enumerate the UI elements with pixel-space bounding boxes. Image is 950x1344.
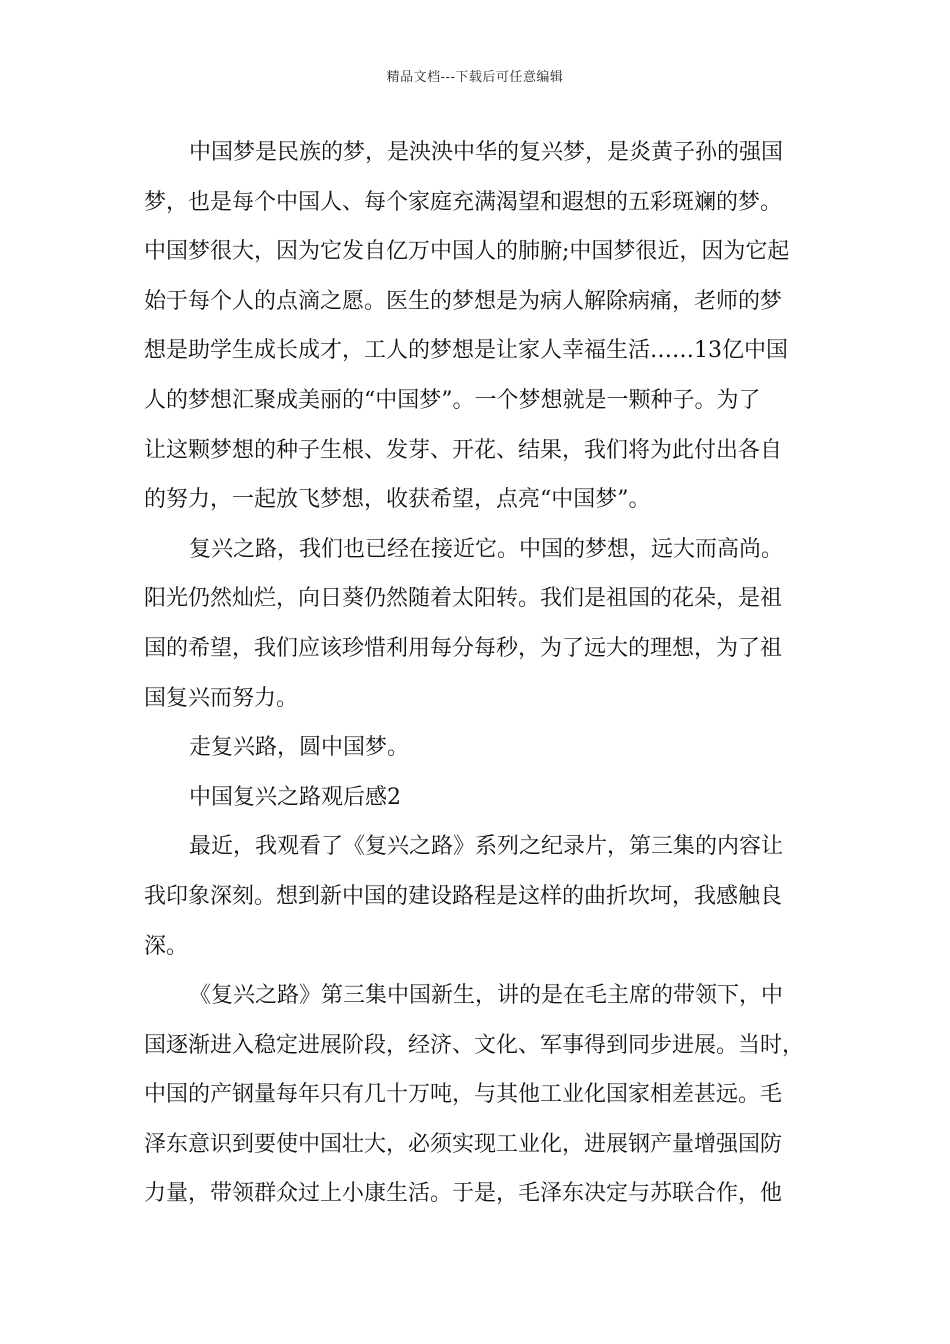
text-line: 国复兴而努力。 [144,685,299,711]
text-line: 始于每个人的点滴之愿。医生的梦想是为病人解除病痛，老师的梦 [144,288,783,314]
page-header: 精品文档---下载后可任意编辑 [386,70,564,85]
text-line: 中国梦是民族的梦，是泱泱中华的复兴梦，是炎黄子孙的强国 [189,140,784,165]
text-line: 中国梦很大，因为它发自亿万中国人的肺腑;中国梦很近，因为它起 [144,239,790,265]
text-line: 国逐渐进入稳定进展阶段，经济、文化、军事得到同步进展。当时， [144,1032,805,1058]
text-line: 梦，也是每个中国人、每个家庭充满渴望和遐想的五彩斑斓的梦。 [144,189,783,215]
text-line: 想是助学生成长成才，工人的梦想是让家人幸福生活……13亿中国 [144,338,788,364]
text-line: 走复兴路，圆中国梦。 [189,735,410,761]
text-line: 最近，我观看了《复兴之路》系列之纪录片，第三集的内容让 [189,834,784,860]
text-line: 力量，带领群众过上小康生活。于是，毛泽东决定与苏联合作，他 [144,1181,783,1207]
text-line: 《复兴之路》第三集中国新生，讲的是在毛主席的带领下，中 [189,983,784,1009]
text-line: 中国的产钢量每年只有几十万吨，与其他工业化国家相差甚远。毛 [144,1082,783,1108]
document-body [144,128,808,1219]
text-line: 深。 [144,933,189,959]
text-line: 复兴之路，我们也已经在接近它。中国的梦想，远大而高尚。 [189,536,784,562]
text-line: 阳光仍然灿烂，向日葵仍然随着太阳转。我们是祖国的花朵，是祖 [144,586,783,612]
text-line: 国的希望，我们应该珍惜利用每分每秒，为了远大的理想，为了祖 [144,635,783,661]
text-line: 让这颗梦想的种子生根、发芽、开花、结果，我们将为此付出各自 [144,437,783,463]
text-line: 的努力，一起放飞梦想，收获希望，点亮“中国梦”。 [144,487,651,513]
text-line: 人的梦想汇聚成美丽的“中国梦”。一个梦想就是一颗种子。为了 [144,387,761,413]
text-line: 泽东意识到要使中国壮大，必须实现工业化，进展钢产量增强国防 [144,1131,783,1157]
text-line: 我印象深刻。想到新中国的建设路程是这样的曲折坎坷，我感触良 [144,883,783,909]
text-line: 中国复兴之路观后感2 [189,784,401,810]
